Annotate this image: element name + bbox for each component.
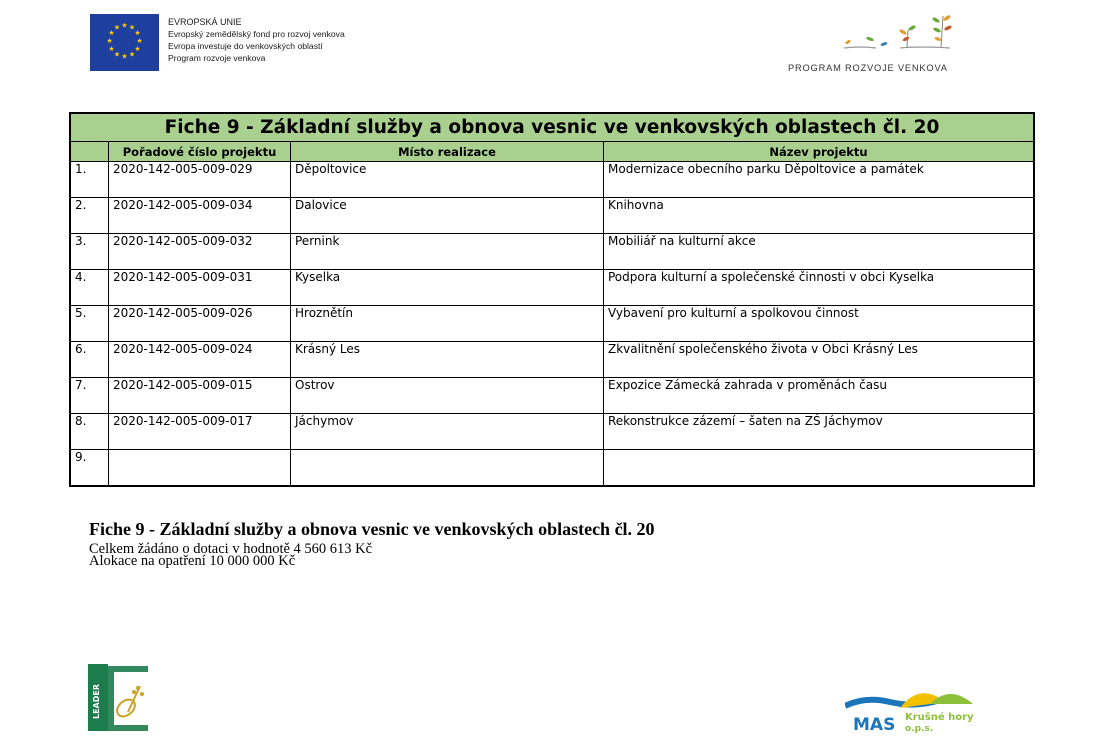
table-header-row	[70, 142, 1034, 162]
row-project-id: 2020-142-005-009-034	[109, 198, 291, 234]
svg-text:★: ★	[128, 23, 136, 32]
eu-line: Evropa investuje do venkovských oblastí	[168, 41, 323, 51]
prv-label: PROGRAM ROZVOJE VENKOVA	[788, 63, 948, 73]
table-row	[70, 450, 1034, 487]
eu-line: EVROPSKÁ UNIE	[168, 17, 242, 27]
table-row	[70, 234, 1034, 270]
table-row	[70, 198, 1034, 234]
table-row	[70, 270, 1034, 306]
row-location: Hroznětín	[291, 306, 604, 342]
row-project-name: Modernizace obecního parku Děpoltovice a památek	[604, 162, 1035, 198]
row-number: 7.	[70, 378, 109, 414]
row-number: 6.	[70, 342, 109, 378]
row-project-id: 2020-142-005-009-026	[109, 306, 291, 342]
row-location: Ostrov	[291, 378, 604, 414]
svg-text:★: ★	[113, 50, 121, 59]
column-header-number	[70, 142, 109, 162]
row-project-name: Expozice Zámecká zahrada v proměnách času	[604, 378, 1035, 414]
row-number: 2.	[70, 198, 109, 234]
row-project-id	[109, 450, 291, 487]
svg-text:★: ★	[108, 45, 115, 53]
row-number: 9.	[70, 450, 109, 487]
column-header-location: Místo realizace	[291, 142, 604, 162]
eu-text	[168, 16, 345, 64]
table-row	[70, 342, 1034, 378]
svg-text:★: ★	[134, 29, 141, 37]
row-project-id: 2020-142-005-009-024	[109, 342, 291, 378]
row-project-name: Knihovna	[604, 198, 1035, 234]
leader-logo	[88, 664, 155, 731]
row-project-id: 2020-142-005-009-015	[109, 378, 291, 414]
leader-label: LEADER	[92, 683, 101, 719]
svg-text:★: ★	[108, 29, 115, 37]
summary-section	[89, 519, 655, 567]
row-project-name: Mobiliář na kulturní akce	[604, 234, 1035, 270]
row-project-name: Vybavení pro kulturní a spolkovou činnost	[604, 306, 1035, 342]
mas-logo	[845, 686, 975, 736]
table-row	[70, 414, 1034, 450]
row-location: Dalovice	[291, 198, 604, 234]
summary-allocation: Alokace na opatření 10 000 000 Kč	[89, 553, 296, 569]
mas-suffix: o.p.s.	[905, 724, 934, 734]
svg-text:★: ★	[136, 37, 143, 45]
row-location	[291, 450, 604, 487]
table-row	[70, 162, 1034, 198]
svg-text:★: ★	[113, 23, 121, 32]
column-header-project-id: Pořadové číslo projektu	[109, 142, 291, 162]
svg-text:★: ★	[134, 45, 141, 53]
summary-title: Fiche 9 - Základní služby a obnova vesnic ve venkovských oblastech čl. 20	[89, 519, 655, 539]
row-project-id: 2020-142-005-009-031	[109, 270, 291, 306]
eu-line: Evropský zemědělský fond pro rozvoj venkova	[168, 29, 345, 39]
leader-icon	[88, 664, 155, 731]
svg-text:★: ★	[121, 21, 128, 30]
row-number: 4.	[70, 270, 109, 306]
row-location: Krásný Les	[291, 342, 604, 378]
eu-flag-icon	[90, 14, 159, 71]
mas-name: Krušné hory	[905, 712, 974, 723]
svg-text:★: ★	[121, 52, 128, 61]
table-title: Fiche 9 - Základní služby a obnova vesnic ve venkovských oblastech čl. 20	[70, 113, 1034, 142]
column-header-project-name: Název projektu	[604, 142, 1035, 162]
svg-text:★: ★	[106, 37, 113, 45]
table-title-row	[70, 113, 1034, 142]
svg-text:★: ★	[128, 50, 136, 59]
summary-requested: Celkem žádáno o dotaci v hodnotě 4 560 613 Kč	[89, 541, 373, 557]
table-row	[70, 306, 1034, 342]
mas-label: MAS	[853, 715, 896, 735]
prv-logo	[780, 8, 960, 78]
projects-table	[69, 112, 1035, 487]
row-number: 5.	[70, 306, 109, 342]
row-number: 8.	[70, 414, 109, 450]
row-location: Kyselka	[291, 270, 604, 306]
mas-hills-icon	[845, 686, 975, 736]
row-number: 3.	[70, 234, 109, 270]
row-location: Děpoltovice	[291, 162, 604, 198]
sprouts-icon	[780, 8, 960, 58]
row-project-id: 2020-142-005-009-029	[109, 162, 291, 198]
row-project-name: Zkvalitnění společenského života v Obci Krásný Les	[604, 342, 1035, 378]
row-number: 1.	[70, 162, 109, 198]
row-location: Pernink	[291, 234, 604, 270]
row-project-id: 2020-142-005-009-032	[109, 234, 291, 270]
row-project-id: 2020-142-005-009-017	[109, 414, 291, 450]
eu-line: Program rozvoje venkova	[168, 53, 266, 63]
row-location: Jáchymov	[291, 414, 604, 450]
row-project-name: Rekonstrukce zázemí – šaten na ZŠ Jáchymov	[604, 414, 1035, 450]
table-row	[70, 378, 1034, 414]
row-project-name: Podpora kulturní a společenské činnosti v obci Kyselka	[604, 270, 1035, 306]
row-project-name	[604, 450, 1035, 487]
